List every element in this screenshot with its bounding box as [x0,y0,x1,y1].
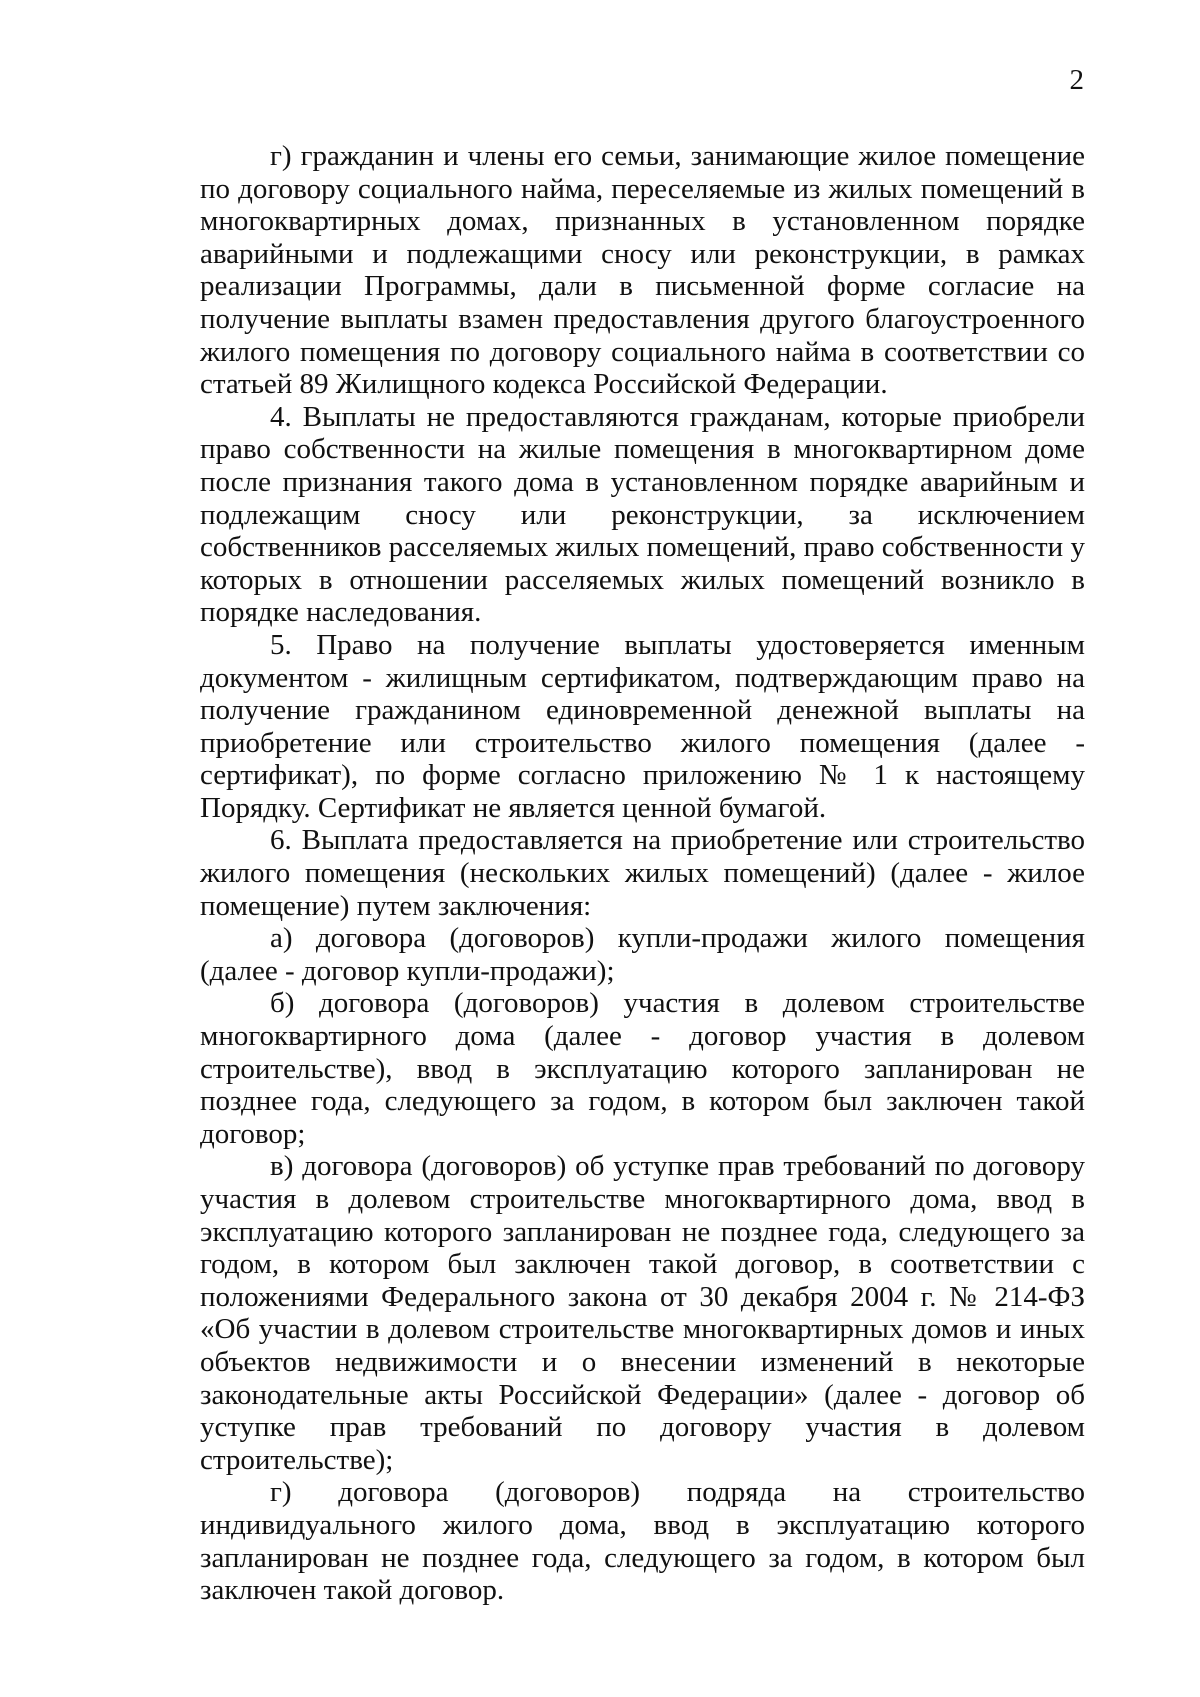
paragraph-4-exclusions: 4. Выплаты не предоставляются гражданам, которые приобрели право собственности на жилые помещения в многоквартирном доме после признания такого дома в установленном порядке аварийным и подлежащим сносу или реконструкции, за исключением собственников расселяемых жилых помещений, право собственности у которых в отношении расселяемых жилых помещений возникло в порядке наследования. [200,400,1085,629]
paragraph-6g-contract: г) договора (договоров) подряда на строительство индивидуального жилого дома, ввод в эксплуатацию которого запланирован не позднее года, следующего за годом, в котором был заключен такой договор. [200,1476,1085,1607]
page-number: 2 [1069,64,1084,96]
document-body [200,140,1085,1607]
paragraph-6-purposes: 6. Выплата предоставляется на приобретение или строительство жилого помещения (нескольких жилых помещений) (далее - жилое помещение) путем заключения: [200,824,1085,922]
paragraph-item-g-consent: г) гражданин и члены его семьи, занимающие жилое помещение по договору социального найма, переселяемые из жилых помещений в многоквартирных домах, признанных в установленном порядке аварийными и подлежащими сносу или реконструкции, в рамках реализации Программы, дали в письменной форме согласие на получение выплаты взамен предоставления другого благоустроенного жилого помещения по договору социального найма в соответствии со статьей 89 Жилищного кодекса Российской Федерации. [200,140,1085,401]
paragraph-6a-purchase: а) договора (договоров) купли-продажи жилого помещения (далее - договор купли-продажи); [200,922,1085,987]
paragraph-5-certificate: 5. Право на получение выплаты удостоверяется именным документом - жилищным сертификатом, подтверждающим право на получение гражданином единовременной денежной выплаты на приобретение или строительство жилого помещения (далее - сертификат), по форме согласно приложению № 1 к настоящему Порядку. Сертификат не является ценной бумагой. [200,628,1085,824]
paragraph-6v-assignment: в) договора (договоров) об уступке прав требований по договору участия в долевом строительстве многоквартирного дома, ввод в эксплуатацию которого запланирован не позднее года, следующего за годом, в котором был заключен такой договор, в соответствии с положениями Федерального закона от 30 декабря 2004 г. № 214-ФЗ «Об участии в долевом строительстве многоквартирных домов и иных объектов недвижимости и о внесении изменений в некоторые законодательные акты Российской Федерации» (далее - договор об уступке прав требований по договору участия в долевом строительстве); [200,1150,1085,1476]
paragraph-6b-shared-construction: б) договора (договоров) участия в долевом строительстве многоквартирного дома (далее - договор участия в долевом строительстве), ввод в эксплуатацию которого запланирован не позднее года, следующего за годом, в котором был заключен такой договор; [200,987,1085,1150]
